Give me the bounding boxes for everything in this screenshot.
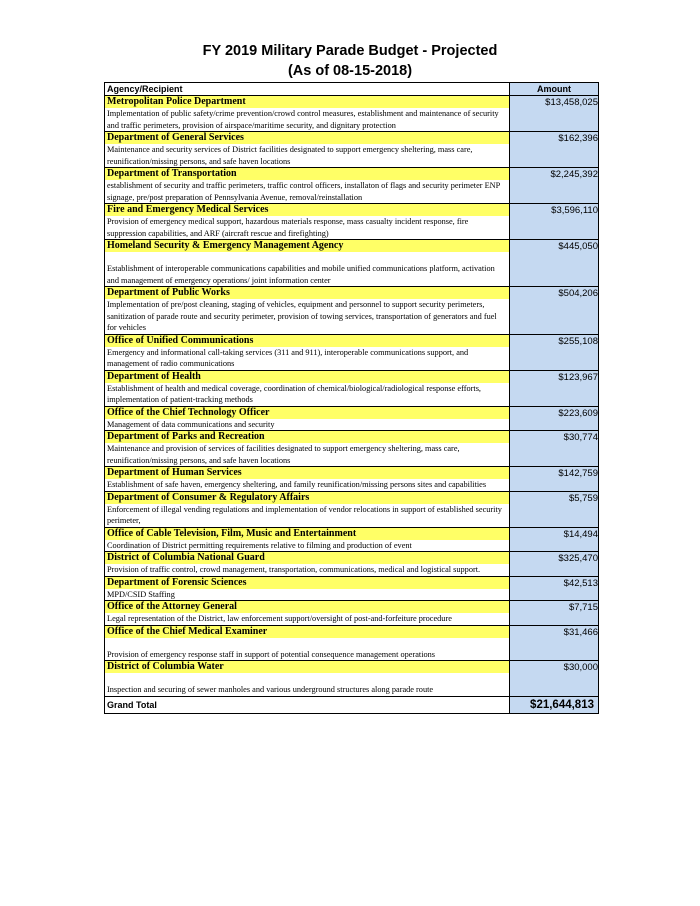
- page-title: FY 2019 Military Parade Budget - Projected: [202, 43, 498, 59]
- table-row: [105, 576, 599, 601]
- table-row: [105, 491, 599, 527]
- agency-name: Office of Cable Television, Film, Music and Entertainment: [105, 528, 509, 540]
- amount-cell: $255,108: [510, 334, 599, 370]
- agency-name: Office of the Chief Medical Examiner: [105, 626, 509, 638]
- agency-name: Department of Transportation: [105, 168, 509, 180]
- grand-total-label: Grand Total: [105, 696, 510, 713]
- agency-name: Department of Forensic Sciences: [105, 577, 509, 589]
- agency-cell: [105, 334, 510, 370]
- amount-cell: $162,396: [510, 132, 599, 168]
- agency-description: Maintenance and provision of services of facilities designated to support emergency sheltering, mass care, reunification/missing persons, and safe haven locations: [107, 444, 460, 465]
- table-row: [105, 661, 599, 697]
- agency-cell: [105, 96, 510, 132]
- table-row: [105, 527, 599, 552]
- agency-description: Coordination of District permitting requirements relative to filming and production of event: [107, 540, 412, 550]
- agency-description: Implementation of pre/post cleaning, staging of vehicles, equipment and personnel to support security perimeters, sanitization of parade route and security perimeter, provision of towing services, transportation of generators and fuel for vehicles: [107, 300, 497, 332]
- table-row: [105, 204, 599, 240]
- page-subtitle: (As of 08-15-2018): [287, 63, 413, 79]
- grand-total-row: [105, 696, 599, 713]
- table-row: [105, 467, 599, 492]
- column-header-amount: Amount: [510, 83, 599, 96]
- agency-description: Emergency and informational call-taking services (311 and 911), interoperable communications support, and management of radio communications: [107, 347, 469, 368]
- table-row: [105, 240, 599, 287]
- agency-cell: [105, 370, 510, 406]
- agency-name: Department of Health: [105, 371, 509, 383]
- grand-total-amount: $21,644,813: [510, 696, 599, 713]
- agency-description: MPD/CSID Staffing: [107, 589, 175, 599]
- agency-description: Establishment of interoperable communications capabilities and mobile unified communications platform, activation and management of emergency operations/ joint information center: [107, 264, 495, 285]
- agency-name: District of Columbia Water: [105, 661, 509, 673]
- amount-cell: $42,513: [510, 576, 599, 601]
- amount-cell: $142,759: [510, 467, 599, 492]
- agency-description: Provision of traffic control, crowd management, transportation, communications, medical and logistical support.: [107, 565, 481, 574]
- table-row: [105, 370, 599, 406]
- agency-name: Department of Parks and Recreation: [105, 431, 509, 443]
- agency-cell: [105, 406, 510, 431]
- table-row: [105, 431, 599, 467]
- row-spacer: [105, 252, 509, 263]
- table-row: [105, 96, 599, 132]
- column-header-agency: Agency/Recipient: [105, 83, 510, 96]
- agency-cell: [105, 240, 510, 287]
- agency-cell: [105, 204, 510, 240]
- agency-name: Department of Human Services: [105, 467, 509, 479]
- amount-cell: $2,245,392: [510, 168, 599, 204]
- agency-name: Office of the Attorney General: [105, 601, 509, 613]
- table-row: [105, 334, 599, 370]
- table-row: [105, 132, 599, 168]
- table-header-row: [105, 83, 599, 96]
- table-row: [105, 625, 599, 661]
- agency-name: Department of Consumer & Regulatory Affairs: [105, 492, 509, 504]
- table-row: [105, 601, 599, 626]
- agency-name: Homeland Security & Emergency Management Agency: [105, 240, 509, 252]
- agency-cell: [105, 552, 510, 577]
- agency-description: Implementation of public safety/crime prevention/crowd control measures, establishment and maintenance of security and traffic perimeters, provision of airspace/maritime security, and dignitary protection: [107, 109, 499, 130]
- agency-description: Maintenance and security services of District facilities designated to support emergency sheltering, mass care, reunification/missing persons, and safe haven locations: [107, 145, 473, 166]
- agency-cell: [105, 467, 510, 492]
- agency-description: Provision of emergency response staff in support of potential consequence management operations: [107, 649, 436, 659]
- agency-cell: [105, 168, 510, 204]
- amount-cell: $30,774: [510, 431, 599, 467]
- budget-table: [104, 82, 599, 714]
- table-row: [105, 168, 599, 204]
- amount-cell: $13,458,025: [510, 96, 599, 132]
- agency-cell: [105, 491, 510, 527]
- row-spacer: [105, 673, 509, 684]
- amount-cell: $325,470: [510, 552, 599, 577]
- amount-cell: $31,466: [510, 625, 599, 661]
- agency-name: Office of Unified Communications: [105, 335, 509, 347]
- amount-cell: $123,967: [510, 370, 599, 406]
- agency-description: Establishment of health and medical coverage, coordination of chemical/biological/radiological response efforts, implementation of patient-tracking methods: [107, 383, 481, 404]
- amount-cell: $7,715: [510, 601, 599, 626]
- agency-cell: [105, 625, 510, 661]
- agency-name: Department of General Services: [105, 132, 509, 144]
- agency-cell: [105, 601, 510, 626]
- table-row: [105, 552, 599, 577]
- agency-name: District of Columbia National Guard: [105, 552, 509, 564]
- amount-cell: $30,000: [510, 661, 599, 697]
- amount-cell: $3,596,110: [510, 204, 599, 240]
- amount-cell: $445,050: [510, 240, 599, 287]
- agency-cell: [105, 661, 510, 697]
- agency-name: Office of the Chief Technology Officer: [105, 407, 509, 419]
- agency-cell: [105, 287, 510, 335]
- agency-description: establishment of security and traffic perimeters, traffic control officers, installaton of flags and security perimeter ENP signage, pre/post preparation of Pennsylvania Avenue, removal/reinstallation: [107, 181, 500, 202]
- agency-cell: [105, 132, 510, 168]
- row-spacer: [105, 638, 509, 649]
- agency-name: Metropolitan Police Department: [105, 96, 509, 108]
- amount-cell: $504,206: [510, 287, 599, 335]
- agency-description: Provision of emergency medical support, hazardous materials response, mass casualty incident response, fire suppression capabilities, and ARF (aircraft rescue and firefighting): [107, 217, 469, 238]
- agency-description: Enforcement of illegal vending regulations and implementation of vendor relocations in support of established security perimeter,: [107, 504, 502, 525]
- amount-cell: $14,494: [510, 527, 599, 552]
- agency-description: Establishment of safe haven, emergency sheltering, and family reunification/missing persons sites and capabilities: [107, 480, 487, 489]
- agency-name: Fire and Emergency Medical Services: [105, 204, 509, 216]
- amount-cell: $5,759: [510, 491, 599, 527]
- agency-name: Department of Public Works: [105, 287, 509, 299]
- agency-description: Legal representation of the District, law enforcement support/oversight of post-and-forfeiture procedure: [107, 614, 452, 623]
- agency-cell: [105, 527, 510, 552]
- table-row: [105, 406, 599, 431]
- table-row: [105, 287, 599, 335]
- agency-cell: [105, 576, 510, 601]
- agency-cell: [105, 431, 510, 467]
- agency-description: Management of data communications and security: [107, 419, 275, 429]
- agency-description: Inspection and securing of sewer manholes and various underground structures along parade route: [107, 685, 434, 694]
- amount-cell: $223,609: [510, 406, 599, 431]
